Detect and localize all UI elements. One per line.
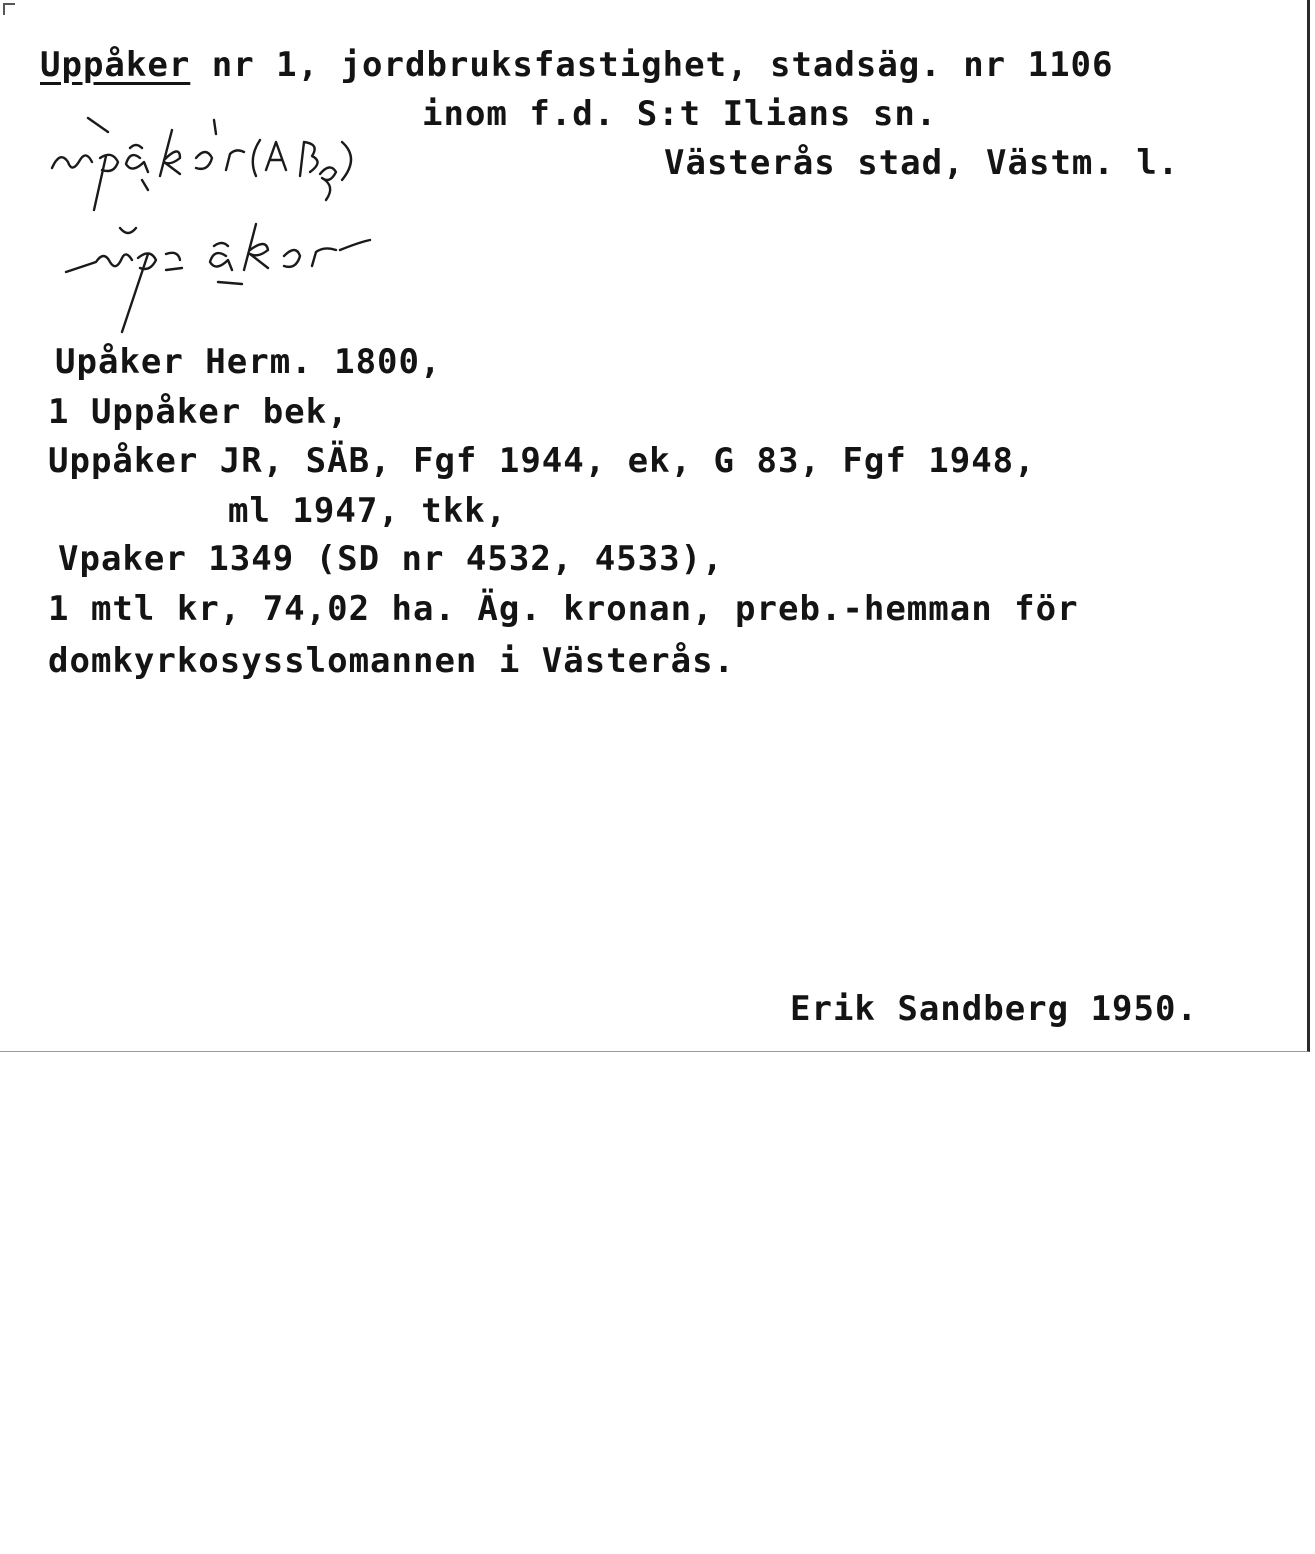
body-line-5: Vpaker 1349 (SD nr 4532, 4533), xyxy=(58,539,724,579)
header-line-2: inom f.d. S:t Ilians sn. xyxy=(422,94,938,134)
handwriting-line-2 xyxy=(66,224,370,332)
handwriting-line-1 xyxy=(52,118,351,210)
body-line-2: 1 Uppåker bek, xyxy=(48,392,349,432)
header-line-1 xyxy=(40,45,1114,85)
body-line-6: 1 mtl kr, 74,02 ha. Äg. kronan, preb.-hemman för xyxy=(48,589,1079,629)
body-line-1: Upåker Herm. 1800, xyxy=(55,342,442,382)
header-line-1-rest: nr 1, jordbruksfastighet, stadsäg. nr 1106 xyxy=(190,45,1114,85)
body-line-4: ml 1947, tkk, xyxy=(228,491,508,531)
body-line-7: domkyrkosysslomannen i Västerås. xyxy=(48,641,736,681)
card-corner-mark xyxy=(3,3,15,15)
handwritten-pronunciation xyxy=(30,100,550,340)
signature: Erik Sandberg 1950. xyxy=(790,989,1198,1029)
header-line-3: Västerås stad, Västm. l. xyxy=(664,143,1180,183)
place-name: Uppåker xyxy=(40,45,191,85)
body-line-3: Uppåker JR, SÄB, Fgf 1944, ek, G 83, Fgf 1948, xyxy=(48,441,1036,481)
